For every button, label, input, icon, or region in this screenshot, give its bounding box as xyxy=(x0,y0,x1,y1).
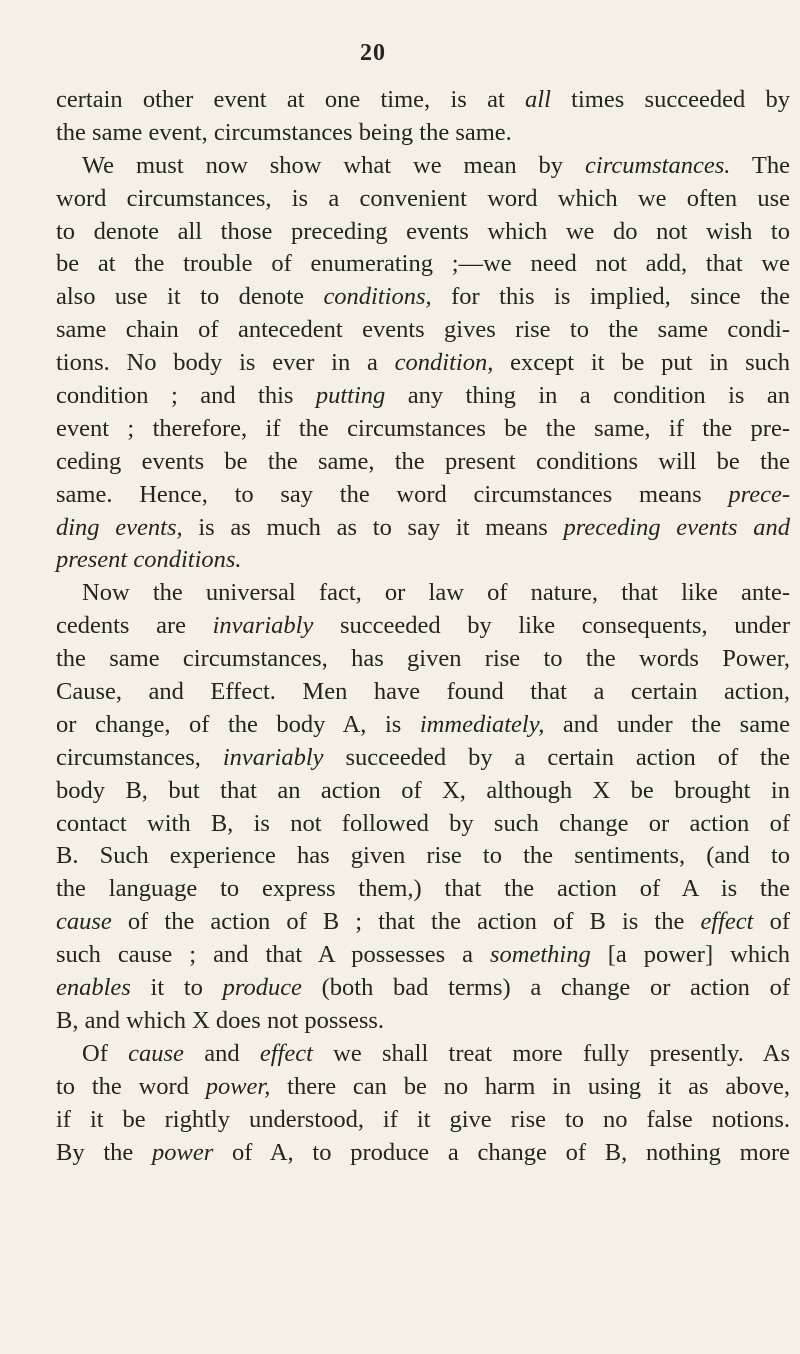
italic-text: immediately, xyxy=(419,710,545,738)
text-run: to denote all those preceding events which we do not wish to xyxy=(56,217,790,245)
text-run: it to xyxy=(130,974,223,1002)
text-run: be at the trouble of enumerating ;—we need not add, that we xyxy=(56,250,790,278)
text-run: the same event, circumstances being the same. xyxy=(56,118,512,146)
text-line xyxy=(56,808,790,841)
text-line xyxy=(56,1038,790,1071)
text-run: any thing in a condition is an xyxy=(385,382,790,410)
text-run: if it be rightly understood, if it give rise to no false notions. xyxy=(56,1105,790,1133)
text-run: and under the same xyxy=(544,710,790,738)
italic-text: present conditions. xyxy=(56,546,242,574)
text-run: such cause ; and that A possesses a xyxy=(56,941,490,969)
text-line xyxy=(56,216,790,249)
text-line xyxy=(56,577,790,610)
italic-text: produce xyxy=(222,974,302,1002)
text-run: Of xyxy=(82,1039,129,1067)
text-run: word circumstances, is a convenient word which we often use xyxy=(56,184,790,212)
text-run: event ; therefore, if the circumstances be the same, if the pre- xyxy=(56,414,790,442)
text-run: of A, to produce a change of B, nothing more xyxy=(213,1138,790,1166)
text-line xyxy=(56,183,790,216)
text-run: body B, but that an action of X, although X be brought in xyxy=(56,776,790,804)
text-run: of xyxy=(753,908,790,936)
text-line xyxy=(56,117,790,150)
italic-text: power, xyxy=(205,1072,271,1100)
text-run: same. Hence, to say the word circumstances means xyxy=(56,480,729,508)
text-run: of the action of B ; that the action of B is the xyxy=(111,908,701,936)
text-line xyxy=(56,479,790,512)
text-run: and xyxy=(183,1039,260,1067)
text-run: circumstances, xyxy=(56,743,223,771)
text-run: ceding events be the same, the present conditions will be the xyxy=(56,447,790,475)
text-run: contact with B, is not followed by such change or action of xyxy=(56,809,790,837)
italic-text: preceding events and xyxy=(563,513,790,541)
italic-text: cause xyxy=(56,908,112,936)
text-run: succeeded by a certain action of the xyxy=(323,743,790,771)
text-line xyxy=(56,610,790,643)
italic-text: effect xyxy=(700,908,754,936)
text-line xyxy=(56,1137,790,1170)
text-run: tions. No body is ever in a xyxy=(56,349,395,377)
text-line xyxy=(56,643,790,676)
text-run: there can be no harm in using it as above, xyxy=(270,1072,790,1100)
text-run: the same circumstances, has given rise to the words Power, xyxy=(56,645,790,673)
text-line xyxy=(56,742,790,775)
text-run: times succeeded by xyxy=(550,86,790,113)
text-run: (both bad terms) a change or action of xyxy=(301,974,790,1002)
italic-text: ding events, xyxy=(56,513,183,541)
text-line xyxy=(56,676,790,709)
italic-text: invariably xyxy=(222,743,324,771)
text-run: to the word xyxy=(56,1072,206,1100)
text-line xyxy=(56,248,790,281)
text-line xyxy=(56,446,790,479)
text-line xyxy=(56,1104,790,1137)
text-run: also use it to denote xyxy=(56,283,324,311)
text-line xyxy=(56,972,790,1005)
text-run: the language to express them,) that the action of A is the xyxy=(56,875,790,903)
text-run: We must now show what we mean by xyxy=(82,151,586,179)
text-run: or change, of the body A, is xyxy=(56,710,420,738)
text-line xyxy=(56,873,790,906)
text-run: same chain of antecedent events gives rise to the same condi- xyxy=(56,316,790,344)
text-line xyxy=(56,906,790,939)
text-run: we shall treat more fully presently. As xyxy=(312,1039,790,1067)
text-line xyxy=(56,347,790,380)
text-line xyxy=(56,281,790,314)
text-line xyxy=(56,544,790,577)
text-line xyxy=(56,413,790,446)
text-run: B. Such experience has given rise to the sentiments, (and to xyxy=(56,842,790,870)
italic-text: something xyxy=(490,941,591,969)
body-text xyxy=(56,84,790,1169)
italic-text: prece- xyxy=(728,480,790,508)
text-run: certain other event at one time, is at xyxy=(56,86,526,113)
text-line xyxy=(56,380,790,413)
text-line xyxy=(56,84,790,117)
text-line xyxy=(56,775,790,808)
italic-text: effect xyxy=(259,1039,313,1067)
text-run: Now the universal fact, or law of nature, that like ante- xyxy=(82,579,790,607)
text-run: The xyxy=(730,151,790,179)
italic-text: putting xyxy=(315,382,386,410)
italic-text: power xyxy=(152,1138,214,1166)
text-run: is as much as to say it means xyxy=(182,513,564,541)
text-line xyxy=(56,314,790,347)
italic-text: invariably xyxy=(212,612,314,640)
text-line xyxy=(56,512,790,545)
text-run: for this is implied, since the xyxy=(431,283,790,311)
text-run: [a power] which xyxy=(590,941,790,969)
text-line xyxy=(56,840,790,873)
italic-text: all xyxy=(525,86,551,113)
italic-text: conditions, xyxy=(323,283,432,311)
text-run: cedents are xyxy=(56,612,213,640)
page-number: 20 xyxy=(360,40,386,66)
text-line xyxy=(56,1071,790,1104)
italic-text: circumstances. xyxy=(585,151,731,179)
text-line xyxy=(56,1005,790,1038)
text-run: except it be put in such xyxy=(493,349,790,377)
text-run: succeeded by like consequents, under xyxy=(313,612,790,640)
text-run: Cause, and Effect. Men have found that a certain action, xyxy=(56,678,790,706)
text-line xyxy=(56,709,790,742)
text-run: B, and which X does not possess. xyxy=(56,1006,385,1034)
text-run: By the xyxy=(56,1138,153,1166)
italic-text: condition, xyxy=(394,349,494,377)
text-line xyxy=(56,150,790,183)
text-line xyxy=(56,939,790,972)
italic-text: enables xyxy=(56,974,131,1002)
text-run: condition ; and this xyxy=(56,382,316,410)
italic-text: cause xyxy=(128,1039,184,1067)
